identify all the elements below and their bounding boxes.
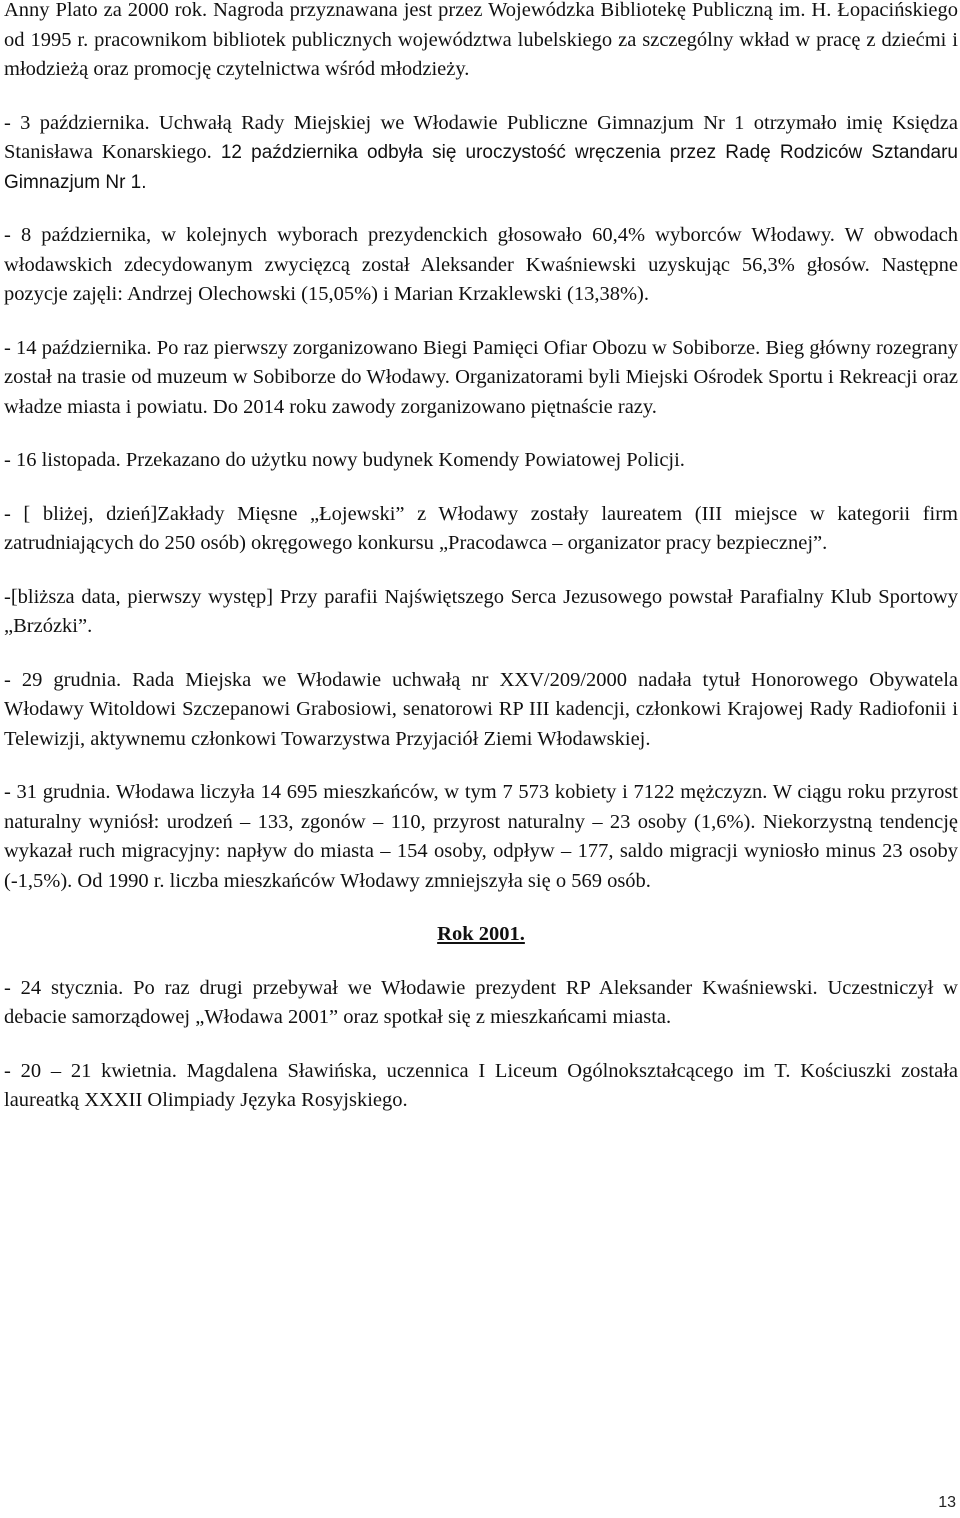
paragraph-16-listopada [4, 446, 958, 476]
paragraph-text: - 8 października, w kolejnych wyborach prezydenckich głosowało 60,4% wyborców Włodawy. W obwodach włodawskich zdecydowanym zwycięzcą został Aleksander Kwaśniewski uzyskując 56,3% głosów. Następne pozycje zajęli: Andrzej Olechowski (15,05%) i Marian Krzaklewski (13,38%). [4, 224, 958, 305]
paragraph-text: - 24 stycznia. Po raz drugi przebywał we Włodawie prezydent RP Aleksander Kwaśniewski. Uczestniczył w debacie samorządowej „Włodawa 2001” oraz spotkał się z mieszkańcami miasta. [4, 976, 958, 1028]
paragraph-text: - 16 listopada. Przekazano do użytku nowy budynek Komendy Powiatowej Policji. [4, 449, 685, 471]
paragraph-24-stycznia [4, 974, 958, 1033]
year-heading: Rok 2001. [437, 923, 525, 945]
paragraph-8-pazdziernika [4, 221, 958, 310]
paragraph-text: Anny Plato za 2000 rok. Nagroda przyznawana jest przez Wojewódzka Bibliotekę Publiczną im. H. Łopacińskiego od 1995 r. pracownikom bibliotek publicznych województwa lubelskiego za szczególny wkład w pracę z dziećmi i młodzieżą oraz promocję czytelnictwa wśród młodzieży. [4, 0, 958, 80]
paragraph-text: -[bliższa data, pierwszy występ] Przy parafii Najświętszego Serca Jezusowego powstał Parafialny Klub Sportowy „Brzózki”. [4, 585, 958, 637]
paragraph-text: - [ bliżej, dzień]Zakłady Mięsne „Łojewski” z Włodawy zostały laureatem (III miejsce w kategorii firm zatrudniających do 250 osób) okręgowego konkursu „Pracodawca – organizator pracy bezpiecznej”. [4, 502, 958, 554]
paragraph-klub-sportowy [4, 583, 958, 642]
paragraph-text: - 31 grudnia. Włodawa liczyła 14 695 mieszkańców, w tym 7 573 kobiety i 7122 mężczyzn. W ciągu roku przyrost naturalny wyniósł: urodzeń – 133, zgonów – 110, przyrost naturalny – 23 osoby (1,6%). Niekorzystną tendencję wykazał ruch migracyjny: napływ do miasta – 154 osoby, odpływ – 177, saldo migracji wyniosło minus 23 osoby (-1,5%). Od 1990 r. liczba mieszkańców Włodawy zmniejszyła się o 569 osób. [4, 781, 958, 892]
paragraph-31-grudnia [4, 778, 958, 896]
paragraph-14-pazdziernika [4, 334, 958, 423]
paragraph-3-pazdziernika [4, 109, 958, 198]
paragraph-zaklady-miesne [4, 500, 958, 559]
paragraph-29-grudnia [4, 666, 958, 755]
paragraph-text: - 29 grudnia. Rada Miejska we Włodawie uchwałą nr XXV/209/2000 nadała tytuł Honorowego Obywatela Włodawy Witoldowi Szczepanowi Grabosiowi, senatorowi RP III kadencji, członkowi Krajowej Rady Radiofonii i Telewizji, aktywnemu członkowi Towarzystwa Przyjaciół Ziemi Włodawskiej. [4, 668, 958, 750]
paragraph-text-continued: 12 października odbyła się uroczystość wręczenia przez Radę Rodziców Sztandaru Gimnazjum Nr 1. [4, 142, 958, 193]
paragraph-anny-plato [4, 0, 958, 85]
page-number: 13 [938, 1494, 956, 1511]
paragraph-text: - 3 października. Uchwałą Rady Miejskiej we Włodawie Publiczne Gimnazjum Nr 1 otrzymało imię Księdza Stanisława Konarskiego. [4, 111, 958, 163]
paragraph-text: - 20 – 21 kwietnia. Magdalena Sławińska, uczennica I Liceum Ogólnokształcącego im T. Kościuszki została laureatką XXXII Olimpiady Języka Rosyjskiego. [4, 1059, 958, 1111]
paragraph-20-21-kwietnia [4, 1057, 958, 1116]
paragraph-text: - 14 października. Po raz pierwszy zorganizowano Biegi Pamięci Ofiar Obozu w Sobiborze. Bieg główny rozegrany został na trasie od muzeum w Sobiborze do Włodawy. Organizatorami byli Miejski Ośrodek Sportu i Rekreacji oraz władze miasta i powiatu. Do 2014 roku zawody zorganizowano piętnaście razy. [4, 336, 958, 418]
